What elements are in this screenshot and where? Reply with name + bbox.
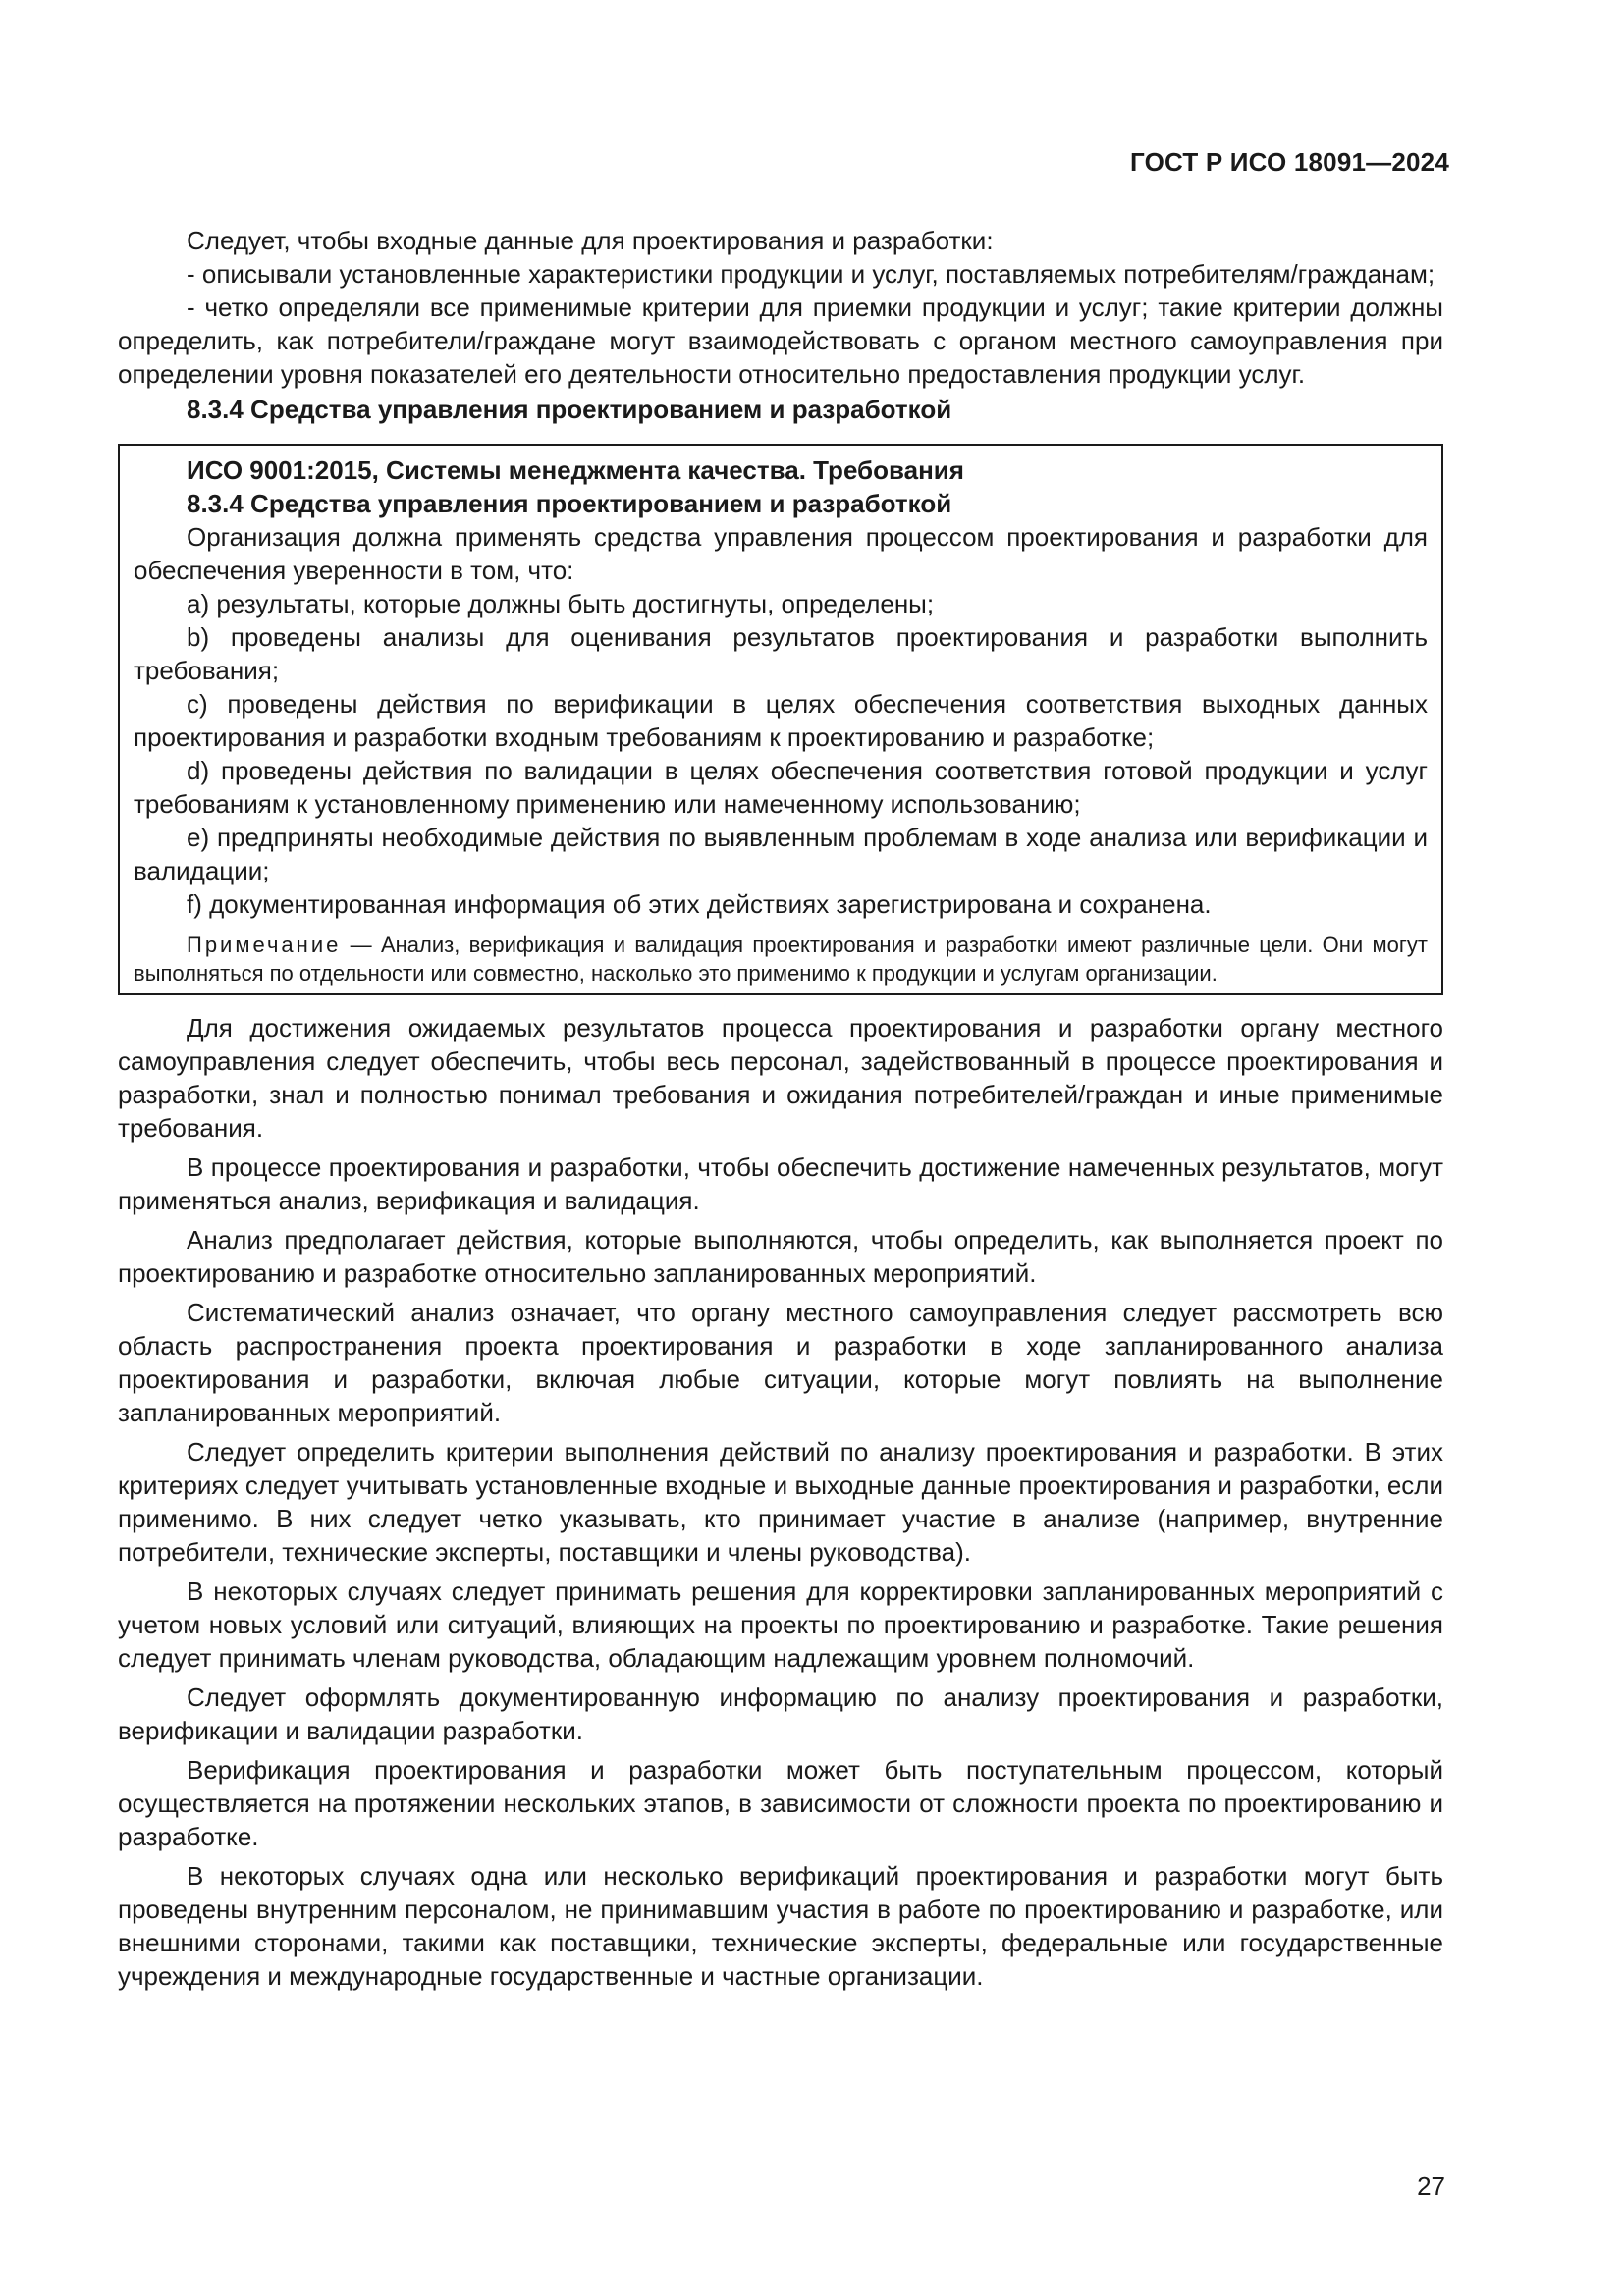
body-paragraph-3: Анализ предполагает действия, которые выполняются, чтобы определить, как выполняется проект по проектированию и разработке относительно запланированных мероприятий. — [118, 1225, 1443, 1288]
body-paragraph-5: Следует определить критерии выполнения действий по анализу проектирования и разработки. В этих критериях следует учитывать установленные входные и выходные данные проектирования и разработки, если применимо. В них следует четко указывать, кто принимает участие в анализе (например, внутренние потребители, технические эксперты, поставщики и члены руководства). — [118, 1437, 1443, 1567]
intro-bullet-1: - описывали установленные характеристики продукции и услуг, поставляемых потребителям/гражданам; — [187, 259, 1435, 289]
box-item-a: a) результаты, которые должны быть достигнуты, определены; — [187, 589, 935, 618]
body-paragraph-8: Верификация проектирования и разработки может быть поступательным процессом, который осуществляется на протяжении нескольких этапов, в зависимости от сложности проекта по проектированию и разработке. — [118, 1755, 1443, 1851]
box-item-c: c) проведены действия по верификации в целях обеспечения соответствия выходных данных проектирования и разработки входным требованиям к проектированию и разработке; — [134, 689, 1428, 752]
body-paragraph-6: В некоторых случаях следует принимать решения для корректировки запланированных мероприятий с учетом новых условий или ситуаций, влияющих на проекты по проектированию и разработке. Такие решения следует принимать членам руководства, обладающим надлежащим уровнем полномочий. — [118, 1576, 1443, 1673]
body-paragraph-2: В процессе проектирования и разработки, чтобы обеспечить достижение намеченных результатов, могут применяться анализ, верификация и валидация. — [118, 1152, 1443, 1215]
box-item-d: d) проведены действия по валидации в целях обеспечения соответствия готовой продукции и услуг требованиям к установленному применению или намеченному использованию; — [134, 756, 1428, 819]
box-title: ИСО 9001:2015, Системы менеджмента качества. Требования — [187, 455, 964, 485]
iso-quote-box — [118, 444, 1443, 995]
note-text: — Анализ, верификация и валидация проектирования и разработки имеют различные цели. Они могут выполняться по отдельности или совместно, насколько это применимо к продукции и услугам организации. — [134, 933, 1428, 986]
body-paragraph-9: В некоторых случаях одна или несколько верификаций проектирования и разработки могут быть проведены внутренним персоналом, не принимавшим участия в работе по проектированию и разработке, или внешними сторонами, такими как поставщики, технические эксперты, федеральные или государственные учреждения и международные государственные и частные организации. — [118, 1861, 1443, 1991]
intro-lead: Следует, чтобы входные данные для проектирования и разработки: — [187, 226, 994, 255]
box-item-f: f) документированная информация об этих действиях зарегистрирована и сохранена. — [187, 889, 1212, 919]
standard-header: ГОСТ Р ИСО 18091—2024 — [1129, 147, 1449, 177]
box-note — [134, 931, 1428, 988]
box-item-e: e) предприняты необходимые действия по выявленным проблемам в ходе анализа или верификации и валидации; — [134, 823, 1428, 885]
body-paragraph-4: Систематический анализ означает, что органу местного самоуправления следует рассмотреть всю область распространения проекта проектирования и разработки в ходе запланированного анализа проектирования и разработки, включая любые ситуации, которые могут повлиять на выполнение запланированных мероприятий. — [118, 1298, 1443, 1427]
body-paragraph-7: Следует оформлять документированную информацию по анализу проектирования и разработки, верификации и валидации разработки. — [118, 1682, 1443, 1745]
box-item-b: b) проведены анализы для оценивания результатов проектирования и разработки выполнить требования; — [134, 622, 1428, 685]
body-paragraph-1: Для достижения ожидаемых результатов процесса проектирования и разработки органу местного самоуправления следует обеспечить, чтобы весь персонал, задействованный в процессе проектирования и разработки, знал и полностью понимал требования и ожидания потребителей/граждан и иные применимые требования. — [118, 1013, 1443, 1143]
box-lead: Организация должна применять средства управления процессом проектирования и разработки для обеспечения уверенности в том, что: — [134, 522, 1428, 585]
page-number: 27 — [1417, 2171, 1445, 2201]
note-label: Примечание — [187, 933, 342, 957]
page-content — [118, 224, 1443, 1993]
box-subtitle: 8.3.4 Средства управления проектированием и разработкой — [187, 489, 952, 518]
clause-heading: 8.3.4 Средства управления проектированием и разработкой — [187, 395, 952, 424]
intro-bullet-2: - четко определяли все применимые критерии для приемки продукции и услуг; такие критерии должны определить, как потребители/граждане могут взаимодействовать с органом местного самоуправления при определении уровня показателей его деятельности относительно предоставления продукции услуг. — [118, 293, 1443, 389]
